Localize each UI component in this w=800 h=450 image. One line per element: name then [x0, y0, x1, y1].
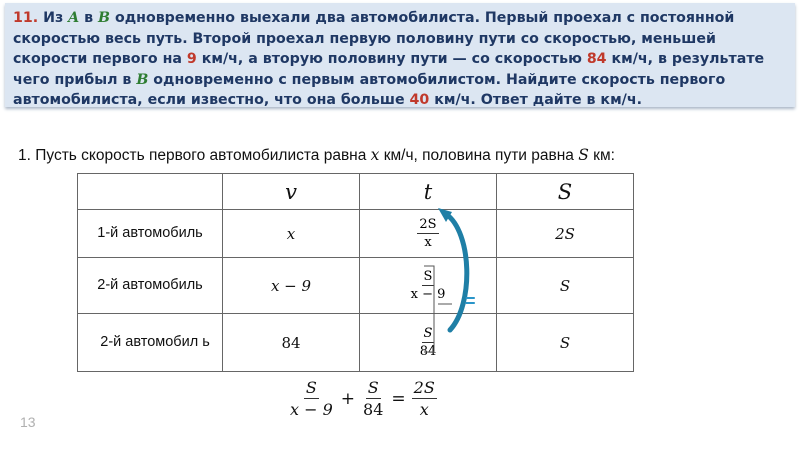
problem-segment: B [98, 10, 111, 26]
row-label: 1-й автомобиль [78, 210, 223, 258]
fraction-numerator: 2S [419, 217, 437, 232]
fraction [288, 378, 335, 419]
header-s: S [497, 174, 634, 210]
variable-x: x [370, 146, 380, 164]
problem-segment: км/ч, а вторую половину пути — со скоростью [196, 51, 587, 67]
problem-segment: A [68, 10, 80, 26]
problem-segment: в [79, 10, 99, 26]
problem-segment: Из [38, 10, 69, 26]
equal-sign: = [465, 291, 476, 311]
fraction-denominator: x [424, 235, 432, 250]
fraction-denominator: x [419, 400, 429, 419]
row-label: 2-й автомобиль [78, 258, 223, 314]
bracket-icon [424, 266, 434, 352]
fraction-denominator: x − 9 [290, 400, 333, 419]
header-v: v [223, 174, 360, 210]
fraction-numerator: S [423, 326, 433, 341]
equals-sign: = [391, 388, 406, 409]
variable-s: S [578, 146, 589, 164]
step-suffix: км: [588, 147, 615, 164]
slide-number: 13 [20, 414, 36, 430]
fraction-numerator: S [423, 269, 433, 284]
cell-s-value: S [559, 276, 571, 295]
problem-segment: 9 [186, 51, 197, 67]
cell-s-value: S [559, 333, 571, 352]
fraction-denominator: 84 [419, 344, 437, 359]
cell-v-value: x − 9 [270, 276, 312, 295]
arc-arrow-icon [446, 214, 467, 330]
final-equation [288, 378, 437, 419]
fraction-numerator: 2S [413, 378, 435, 397]
fraction-denominator: x − 9 [410, 287, 446, 302]
fraction-numerator: S [305, 378, 317, 397]
problem-number: 11. [13, 10, 39, 26]
fraction [412, 378, 437, 419]
cell-s-value: 2S [555, 224, 575, 243]
step-prefix: 1. Пусть скорость первого автомобилиста равна [18, 147, 371, 164]
row-label: 2-й автомобил ь [78, 314, 223, 372]
fraction [361, 378, 385, 419]
header-t: t [360, 174, 497, 210]
cell-v-value: x [286, 224, 296, 243]
cell-v-value: 84 [281, 333, 301, 352]
problem-segment: 84 [586, 51, 607, 67]
fraction-numerator: S [367, 378, 379, 397]
problem-segment: B [136, 71, 149, 88]
problem-segment: одновременно выехали два автомобилиста. Первый проехал с постоянной скоростью весь путь. Второй проехал первую половину пути со скоростью, меньшей скорости первого на [13, 10, 735, 67]
problem-segment: км/ч, в результате чего прибыл в [13, 51, 765, 88]
problem-segment: 40 [409, 92, 430, 108]
problem-segment: одновременно с первым автомобилистом. Найдите скорость первого автомобилиста, если известно, что она больше [13, 71, 726, 108]
step-mid: км/ч, половина пути равна [379, 147, 579, 164]
fraction-denominator: 84 [363, 400, 384, 419]
plus-sign: + [340, 388, 356, 409]
problem-segment: км/ч. Ответ дайте в км/ч. [429, 92, 642, 108]
